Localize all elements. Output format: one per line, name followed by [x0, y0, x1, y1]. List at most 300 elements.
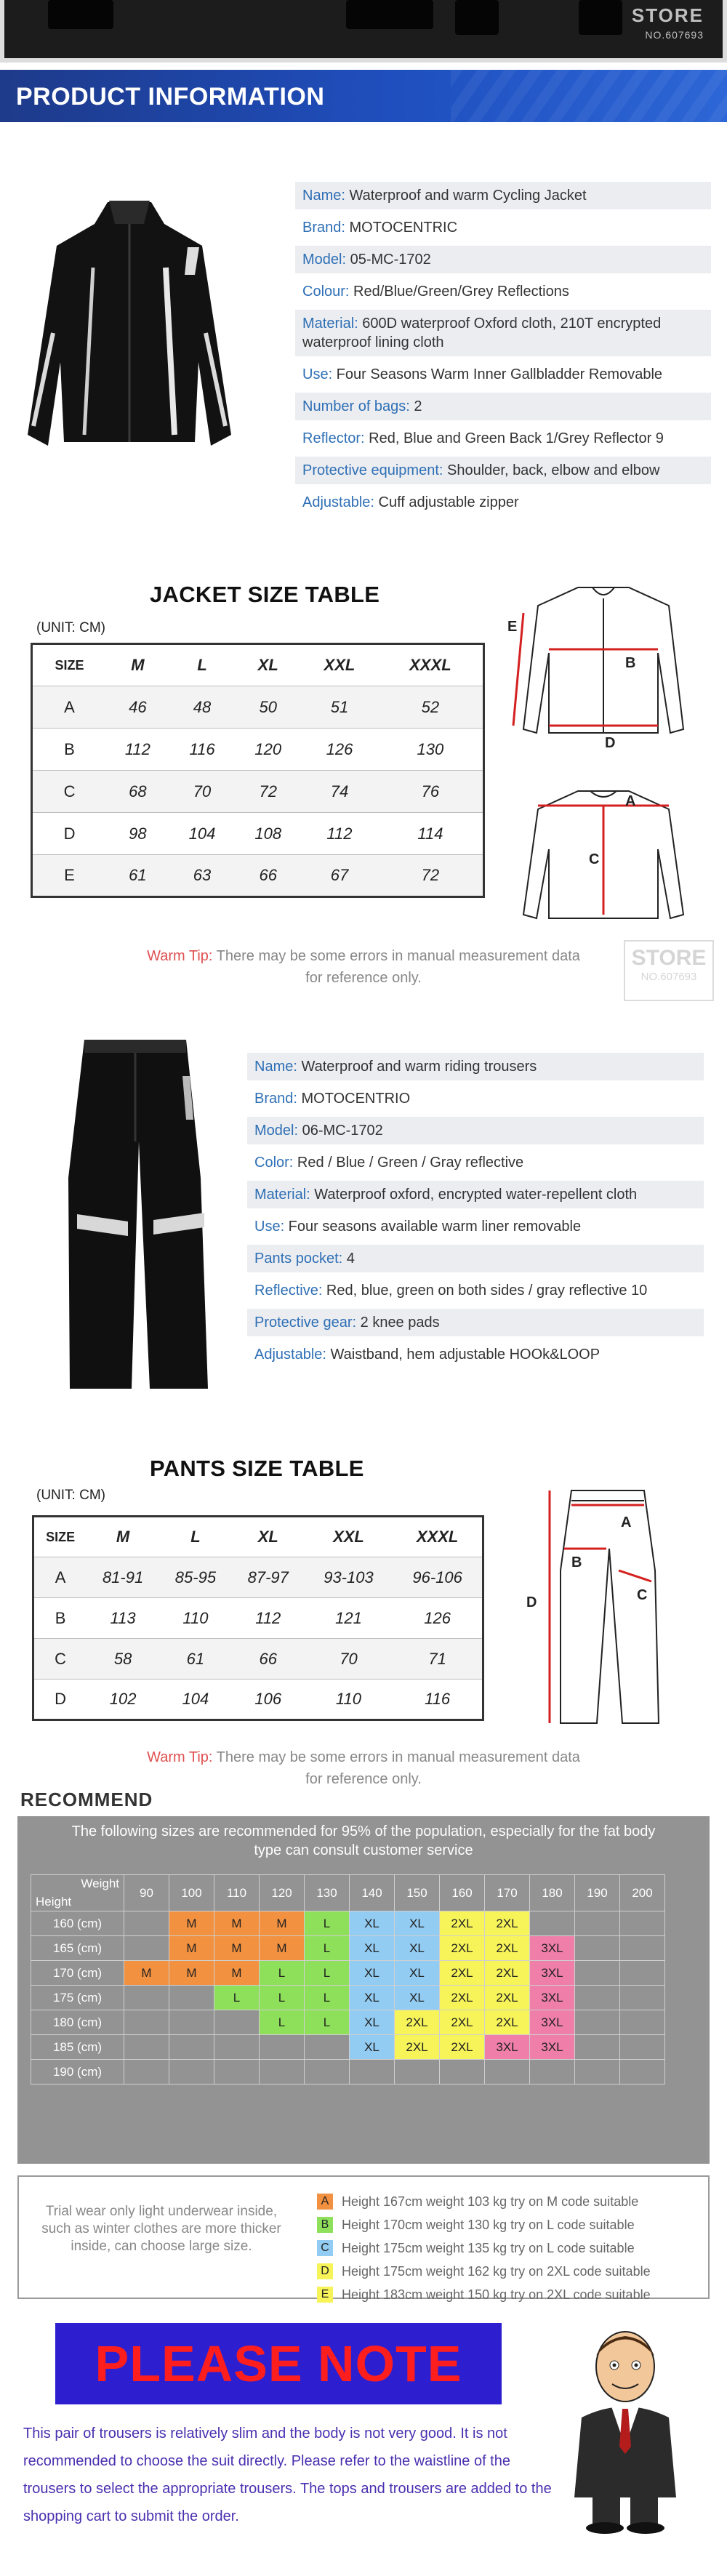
code-badge: D: [317, 2263, 333, 2279]
weight-header: 90: [124, 1875, 169, 1911]
size-cell: 70: [169, 771, 236, 813]
code-text: Height 170cm weight 130 kg try on L code suitable: [342, 2217, 635, 2232]
size-table-row: [33, 1639, 483, 1680]
pants-label-b: B: [571, 1554, 582, 1570]
size-recommend-cell: 2XL: [440, 2010, 485, 2035]
size-recommend-cell: M: [260, 1936, 305, 1961]
spec-key: Protective gear:: [254, 1315, 357, 1331]
size-recommend-cell: 2XL: [485, 1911, 530, 1936]
size-row-label: E: [32, 855, 107, 897]
code-badge: C: [317, 2240, 333, 2256]
spec-key: Material:: [302, 316, 358, 332]
size-recommend-cell: 2XL: [485, 1936, 530, 1961]
weight-header-row: [31, 1875, 665, 1911]
size-recommend-cell: [530, 1911, 575, 1936]
size-recommend-cell: M: [214, 1961, 260, 1986]
size-cell: 71: [393, 1639, 483, 1680]
diagram-label-a: A: [625, 793, 636, 809]
size-recommend-cell: 3XL: [485, 2035, 530, 2060]
size-recommend-cell: XL: [395, 1936, 440, 1961]
size-cell: 61: [106, 855, 169, 897]
size-recommend-cell: [575, 1986, 620, 2010]
size-recommend-cell: [485, 2060, 530, 2085]
pants-spec-row: [247, 1341, 704, 1368]
size-cell: 70: [305, 1639, 393, 1680]
size-cell: 96-106: [393, 1557, 483, 1598]
spec-key: Protective equipment:: [302, 462, 443, 478]
size-recommend-cell: XL: [350, 1986, 395, 2010]
example-code-row: [317, 2260, 651, 2283]
weight-header: 140: [350, 1875, 395, 1911]
spec-value: Red / Blue / Green / Gray reflective: [293, 1155, 524, 1171]
jacket-measurement-diagram: [509, 573, 698, 922]
spec-value: Cuff adjustable zipper: [374, 494, 519, 510]
size-header-cell: M: [106, 644, 169, 686]
size-recommend-cell: [620, 1936, 665, 1961]
recommend-intro-line1: The following sizes are recommended for 95% of the population, especially for the fat body: [71, 1823, 656, 1839]
size-cell: 61: [159, 1639, 232, 1680]
spec-value: Red/Blue/Green/Grey Reflections: [349, 284, 569, 300]
warm-tip-text: There may be some errors in manual measurement data: [212, 1749, 580, 1765]
size-recommend-cell: 3XL: [530, 1936, 575, 1961]
spec-key: Brand:: [302, 220, 345, 236]
size-recommend-cell: XL: [350, 1936, 395, 1961]
height-label: 190 (cm): [31, 2060, 124, 2085]
size-recommend-cell: [530, 2060, 575, 2085]
spec-key: Pants pocket:: [254, 1251, 343, 1267]
size-cell: 72: [235, 771, 301, 813]
size-recommend-cell: XL: [350, 1961, 395, 1986]
code-text: Height 167cm weight 103 kg try on M code suitable: [342, 2194, 639, 2209]
spec-key: Model:: [254, 1123, 299, 1139]
size-recommend-cell: M: [169, 1936, 214, 1961]
size-recommend-cell: M: [124, 1961, 169, 1986]
size-recommend-cell: XL: [350, 2010, 395, 2035]
jacket-size-table: [31, 643, 485, 898]
code-text: Height 175cm weight 135 kg try on L code suitable: [342, 2240, 635, 2255]
mascot-figure: [560, 2323, 691, 2534]
size-row-label: C: [32, 771, 107, 813]
spec-key: Number of bags:: [302, 398, 410, 414]
size-header-cell: XXL: [305, 1517, 393, 1557]
size-header-cell: SIZE: [32, 644, 107, 686]
jacket-photo-crop: [48, 0, 113, 29]
size-recommend-cell: [260, 2060, 305, 2085]
size-row-label: A: [33, 1557, 87, 1598]
jacket-spec-row: [295, 310, 711, 356]
spec-key: Colour:: [302, 284, 350, 300]
size-header-cell: XXL: [301, 644, 378, 686]
size-cell: 66: [235, 855, 301, 897]
spec-value: Waterproof and warm riding trousers: [297, 1059, 537, 1075]
spec-key: Adjustable:: [254, 1347, 326, 1363]
grid-corner: [31, 1875, 124, 1911]
size-cell: 113: [87, 1598, 159, 1639]
size-recommend-cell: 2XL: [440, 1986, 485, 2010]
pants-unit-label: (UNIT: CM): [36, 1488, 105, 1503]
size-recommend-cell: [620, 1961, 665, 1986]
weight-header: 100: [169, 1875, 214, 1911]
example-codes: [317, 2190, 651, 2306]
size-cell: 85-95: [159, 1557, 232, 1598]
pants-photo-crop: [579, 0, 622, 35]
spec-value: Waistband, hem adjustable HOOk&LOOP: [326, 1347, 601, 1363]
spec-value: Waterproof oxford, encrypted water-repellent cloth: [310, 1187, 638, 1203]
jacket-spec-row: [295, 489, 711, 516]
spec-key: Color:: [254, 1155, 294, 1171]
size-header-cell: XL: [232, 1517, 305, 1557]
size-cell: 120: [235, 729, 301, 771]
weight-header: 120: [260, 1875, 305, 1911]
size-recommend-cell: L: [260, 1961, 305, 1986]
size-recommend-cell: 3XL: [530, 1986, 575, 2010]
size-cell: 58: [87, 1639, 159, 1680]
height-label: 165 (cm): [31, 1936, 124, 1961]
corner-weight-label: Weight: [81, 1877, 119, 1890]
size-table-row: [32, 686, 484, 729]
spec-value: MOTOCENTRIO: [297, 1091, 411, 1107]
size-recommend-cell: 2XL: [440, 2035, 485, 2060]
size-cell: 112: [232, 1598, 305, 1639]
height-row: [31, 1936, 665, 1961]
height-label: 170 (cm): [31, 1961, 124, 1986]
size-cell: 102: [87, 1680, 159, 1720]
size-header-cell: XXXL: [378, 644, 484, 686]
height-row: [31, 1986, 665, 2010]
pants-spec-row: [247, 1309, 704, 1336]
size-cell: 50: [235, 686, 301, 729]
spec-key: Reflector:: [302, 430, 365, 446]
size-recommend-cell: [169, 2035, 214, 2060]
size-recommend-cell: [575, 1961, 620, 1986]
code-text: Height 183cm weight 150 kg try on 2XL code suitable: [342, 2287, 651, 2302]
jacket-spec-row: [295, 214, 711, 241]
size-recommend-cell: XL: [350, 2035, 395, 2060]
size-cell: 46: [106, 686, 169, 729]
warm-tip-line2: for reference only.: [305, 1771, 422, 1787]
size-recommend-cell: [124, 2010, 169, 2035]
code-badge: E: [317, 2287, 333, 2303]
size-recommend-cell: [124, 1911, 169, 1936]
size-recommend-cell: XL: [395, 1961, 440, 1986]
size-cell: 126: [393, 1598, 483, 1639]
size-table-row: [33, 1598, 483, 1639]
height-row: [31, 1961, 665, 1986]
jacket-spec-row: [295, 361, 711, 388]
size-recommend-cell: [305, 2035, 350, 2060]
size-cell: 68: [106, 771, 169, 813]
height-row: [31, 2010, 665, 2035]
size-cell: 116: [393, 1680, 483, 1720]
height-row: [31, 1911, 665, 1936]
store-stamp-title: STORE: [631, 946, 707, 970]
warm-tip-label: Warm Tip:: [147, 1749, 213, 1765]
example-code-row: [317, 2213, 651, 2236]
pants-spec-row: [247, 1181, 704, 1208]
spec-value: 4: [342, 1251, 355, 1267]
example-code-row: [317, 2283, 651, 2306]
size-recommend-cell: [260, 2035, 305, 2060]
size-table-row: [33, 1680, 483, 1720]
size-recommend-cell: [124, 2035, 169, 2060]
size-recommend-cell: [620, 2060, 665, 2085]
spec-key: Material:: [254, 1187, 310, 1203]
size-recommend-cell: M: [169, 1961, 214, 1986]
warm-tip-text: There may be some errors in manual measurement data: [212, 948, 580, 964]
size-recommend-cell: [169, 2010, 214, 2035]
store-stamp: [624, 940, 714, 1001]
size-header-cell: L: [169, 644, 236, 686]
height-row: [31, 2035, 665, 2060]
size-cell: 126: [301, 729, 378, 771]
size-recommend-cell: [214, 2035, 260, 2060]
warm-tip-pants: [109, 1746, 618, 1790]
weight-header: 180: [530, 1875, 575, 1911]
size-cell: 104: [159, 1680, 232, 1720]
size-header-cell: M: [87, 1517, 159, 1557]
jacket-spec-list: [295, 182, 711, 521]
size-table-header: [33, 1517, 483, 1557]
pants-spec-row: [247, 1085, 704, 1112]
spec-key: Adjustable:: [302, 494, 374, 510]
jacket-image: [20, 195, 238, 464]
pants-label-a: A: [621, 1514, 632, 1530]
size-table-header: [32, 644, 484, 686]
please-note-text: This pair of trousers is relatively slim and the body is not very good. It is not recommended to choose the suit directly. Please refer to the waistline of the trousers to select the appropriate trousers. The tops and trousers are added to the shopping cart to submit the order.: [23, 2425, 552, 2524]
corner-height-label: Height: [36, 1895, 72, 1909]
size-recommend-cell: L: [305, 1961, 350, 1986]
size-recommend-cell: [305, 2060, 350, 2085]
spec-key: Reflective:: [254, 1283, 323, 1299]
spec-value: 05-MC-1702: [346, 252, 431, 268]
size-cell: 108: [235, 813, 301, 855]
spec-value: Shoulder, back, elbow and elbow: [443, 462, 660, 478]
size-cell: 112: [301, 813, 378, 855]
store-watermark-number: NO.607693: [645, 29, 704, 41]
size-cell: 98: [106, 813, 169, 855]
size-recommend-cell: [620, 2035, 665, 2060]
diagram-label-c: C: [589, 851, 600, 867]
size-header-cell: L: [159, 1517, 232, 1557]
size-recommend-cell: [214, 2010, 260, 2035]
size-cell: 52: [378, 686, 484, 729]
recommend-heading: RECOMMEND: [20, 1789, 153, 1810]
size-recommend-cell: [575, 2010, 620, 2035]
warm-tip-label: Warm Tip:: [147, 948, 213, 964]
recommend-legend: [17, 2175, 710, 2302]
spec-key: Name:: [254, 1059, 297, 1075]
size-recommend-cell: XL: [395, 1911, 440, 1936]
size-cell: 93-103: [305, 1557, 393, 1598]
store-watermark: STORE: [631, 4, 704, 26]
size-recommend-cell: [575, 1936, 620, 1961]
recommend-size-grid: [31, 1874, 665, 2085]
size-cell: 63: [169, 855, 236, 897]
size-recommend-cell: M: [214, 1936, 260, 1961]
size-recommend-cell: [214, 2060, 260, 2085]
size-cell: 51: [301, 686, 378, 729]
trial-wear-note: Trial wear only light underwear inside, such as winter clothes are more thicker inside, can choose large size.: [41, 2204, 281, 2254]
product-information-banner: [0, 70, 727, 122]
size-recommend-cell: [124, 1936, 169, 1961]
weight-header: 160: [440, 1875, 485, 1911]
size-recommend-cell: L: [260, 2010, 305, 2035]
size-row-label: D: [32, 813, 107, 855]
size-table-row: [32, 813, 484, 855]
spec-key: Use:: [302, 366, 333, 382]
size-recommend-cell: 2XL: [440, 1961, 485, 1986]
pants-spec-row: [247, 1213, 704, 1240]
spec-key: Model:: [302, 252, 347, 268]
banner-stripes: [451, 70, 727, 122]
pants-size-table: [32, 1515, 484, 1721]
weight-header: 170: [485, 1875, 530, 1911]
weight-header: 200: [620, 1875, 665, 1911]
diagram-label-e: E: [507, 619, 518, 635]
size-recommend-cell: L: [305, 1936, 350, 1961]
size-recommend-cell: [620, 1911, 665, 1936]
please-note-banner: [55, 2323, 502, 2404]
recommend-intro-line2: type can consult customer service: [254, 1842, 473, 1858]
diagram-label-d: D: [605, 735, 616, 751]
code-badge: B: [317, 2217, 333, 2233]
size-cell: 112: [106, 729, 169, 771]
pants-spec-row: [247, 1053, 704, 1080]
size-recommend-cell: XL: [350, 1911, 395, 1936]
size-recommend-cell: L: [305, 1986, 350, 2010]
size-recommend-cell: [169, 1986, 214, 2010]
size-cell: 110: [159, 1598, 232, 1639]
pants-measurement-diagram: [521, 1483, 695, 1730]
size-recommend-cell: [575, 1911, 620, 1936]
size-row-label: A: [32, 686, 107, 729]
size-header-cell: XXXL: [393, 1517, 483, 1557]
size-row-label: D: [33, 1680, 87, 1720]
size-cell: 67: [301, 855, 378, 897]
size-table-row: [32, 729, 484, 771]
size-cell: 114: [378, 813, 484, 855]
size-cell: 87-97: [232, 1557, 305, 1598]
spec-value: 2 knee pads: [356, 1315, 440, 1331]
size-cell: 48: [169, 686, 236, 729]
jacket-photo-crop: [346, 0, 433, 29]
pants-spec-row: [247, 1117, 704, 1144]
size-recommend-cell: [620, 2010, 665, 2035]
please-note-title: PLEASE NOTE: [95, 2335, 462, 2392]
jacket-spec-row: [295, 457, 711, 484]
size-recommend-cell: 2XL: [440, 1936, 485, 1961]
size-recommend-cell: [350, 2060, 395, 2085]
size-table-row: [33, 1557, 483, 1598]
pants-spec-row: [247, 1245, 704, 1272]
store-stamp-number: NO.607693: [640, 971, 697, 983]
size-recommend-cell: 3XL: [530, 2035, 575, 2060]
size-recommend-cell: 2XL: [440, 1911, 485, 1936]
size-recommend-cell: [575, 2035, 620, 2060]
spec-value: 2: [409, 398, 422, 414]
size-recommend-cell: L: [305, 1911, 350, 1936]
size-recommend-cell: [620, 1986, 665, 2010]
height-row: [31, 2060, 665, 2085]
pants-spec-row: [247, 1277, 704, 1304]
spec-value: MOTOCENTRIC: [345, 220, 458, 236]
warm-tip-line2: for reference only.: [305, 970, 422, 986]
size-recommend-cell: L: [305, 2010, 350, 2035]
size-recommend-cell: M: [169, 1911, 214, 1936]
size-recommend-cell: L: [260, 1986, 305, 2010]
height-label: 185 (cm): [31, 2035, 124, 2060]
size-recommend-cell: 2XL: [395, 2010, 440, 2035]
size-cell: 121: [305, 1598, 393, 1639]
example-code-row: [317, 2190, 651, 2213]
size-table-row: [32, 855, 484, 897]
spec-value: 600D waterproof Oxford cloth, 210T encrypted waterproof lining cloth: [302, 316, 662, 350]
size-recommend-cell: [124, 1986, 169, 2010]
top-photo-strip: [0, 0, 727, 64]
code-badge: A: [317, 2194, 333, 2210]
size-recommend-cell: XL: [395, 1986, 440, 2010]
recommend-chart: [17, 1816, 710, 2164]
size-row-label: B: [33, 1598, 87, 1639]
recommend-intro: [17, 1822, 710, 1860]
weight-header: 110: [214, 1875, 260, 1911]
size-recommend-cell: 2XL: [485, 2010, 530, 2035]
jacket-unit-label: (UNIT: CM): [36, 620, 105, 635]
weight-header: 190: [575, 1875, 620, 1911]
size-cell: 106: [232, 1680, 305, 1720]
spec-key: Name:: [302, 188, 345, 204]
size-table-row: [32, 771, 484, 813]
pants-label-d: D: [526, 1594, 537, 1610]
size-cell: 130: [378, 729, 484, 771]
jacket-spec-row: [295, 393, 711, 420]
pants-image: [55, 1032, 215, 1396]
pants-photo-crop: [455, 0, 499, 35]
size-recommend-cell: 2XL: [485, 1961, 530, 1986]
jacket-size-table-title: JACKET SIZE TABLE: [150, 582, 380, 607]
size-cell: 66: [232, 1639, 305, 1680]
warm-tip-jacket: [109, 945, 618, 989]
size-recommend-cell: [395, 2060, 440, 2085]
spec-key: Use:: [254, 1219, 285, 1235]
pants-spec-list: [247, 1053, 704, 1373]
size-cell: 76: [378, 771, 484, 813]
height-label: 160 (cm): [31, 1911, 124, 1936]
pants-size-table-title: PANTS SIZE TABLE: [150, 1456, 364, 1481]
size-cell: 74: [301, 771, 378, 813]
size-cell: 104: [169, 813, 236, 855]
spec-value: Waterproof and warm Cycling Jacket: [345, 188, 587, 204]
height-label: 175 (cm): [31, 1986, 124, 2010]
spec-value: Four seasons available warm liner removable: [284, 1219, 582, 1235]
pants-label-c: C: [637, 1587, 648, 1603]
jacket-spec-row: [295, 278, 711, 305]
pants-spec-row: [247, 1149, 704, 1176]
size-recommend-cell: M: [260, 1911, 305, 1936]
size-recommend-cell: [440, 2060, 485, 2085]
spec-value: Four Seasons Warm Inner Gallbladder Removable: [332, 366, 663, 382]
size-cell: 72: [378, 855, 484, 897]
diagram-label-b: B: [625, 655, 636, 671]
size-recommend-cell: [124, 2060, 169, 2085]
jacket-spec-row: [295, 182, 711, 209]
size-row-label: C: [33, 1639, 87, 1680]
size-recommend-cell: [575, 2060, 620, 2085]
example-code-row: [317, 2236, 651, 2260]
size-recommend-cell: 3XL: [530, 1961, 575, 1986]
size-cell: 110: [305, 1680, 393, 1720]
size-cell: 81-91: [87, 1557, 159, 1598]
